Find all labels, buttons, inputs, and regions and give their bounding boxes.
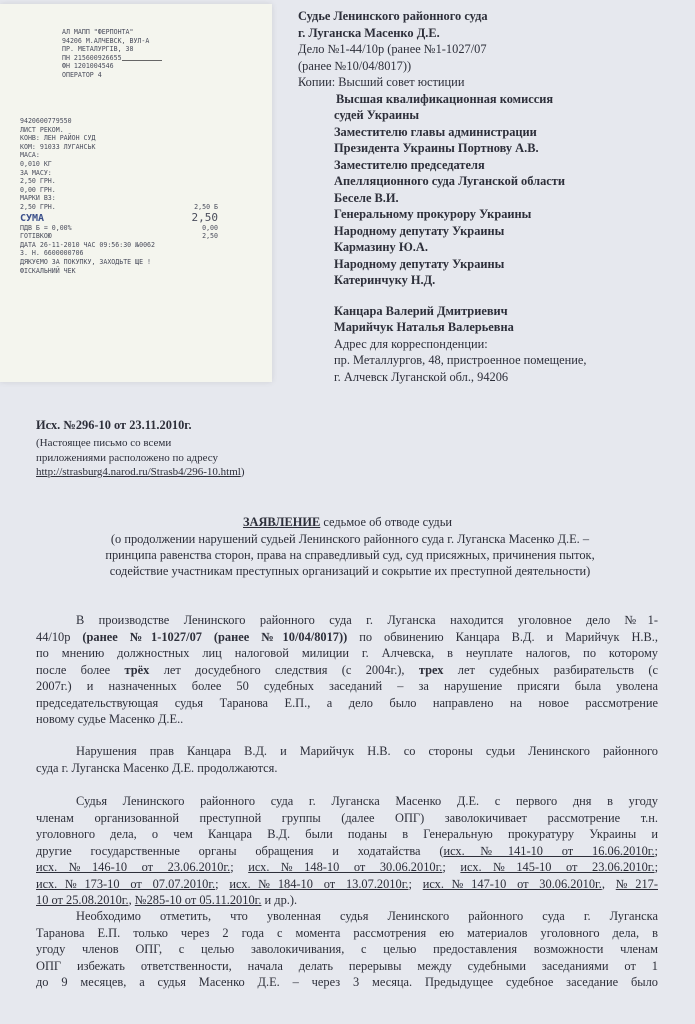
addressee-line: Заместителю председателя bbox=[334, 157, 485, 172]
receipt-header bbox=[62, 28, 232, 80]
addressee-line: Судье Ленинского районного суда bbox=[298, 9, 488, 23]
receipt-header-line: АЛ МАПП "ФЕРПОНТА" bbox=[62, 28, 134, 36]
addressee-line: Народному депутату Украины bbox=[334, 256, 505, 271]
reference-link: исх.№173-10 от 07.07.2010г. bbox=[36, 876, 216, 891]
receipt-line: ДАТА 26-11-2010 ЧАС 09:56:30 №0062 bbox=[20, 240, 155, 249]
receipt-line: ЗА МАСУ: bbox=[20, 168, 52, 177]
reference-link: 10 от 25.08.2010г. bbox=[36, 893, 129, 907]
receipt-total-value: 2,50 bbox=[191, 210, 218, 224]
addressee-block bbox=[298, 8, 688, 385]
addressee-line: Народному депутату Украины bbox=[334, 223, 505, 238]
addressee-line: Президента Украины Портнову А.В. bbox=[334, 141, 539, 155]
receipt-line: 0,010 КГ bbox=[20, 159, 52, 168]
receipt-header-line: 94206 М.АЛЧЕВСК, ВУЛ-А bbox=[62, 36, 150, 45]
reference-link: исх.№148-10 от 30.06.2010г. bbox=[248, 860, 443, 874]
addressee-line: Кармазину Ю.А. bbox=[334, 240, 428, 254]
correspondence-line: Адрес для корреспонденции: bbox=[334, 336, 488, 351]
receipt-line: З. Н. 6600000706 bbox=[20, 249, 84, 258]
document-link[interactable]: http://strasburg4.narod.ru/Strasb4/296-10.html bbox=[36, 466, 241, 479]
sender-name: Марийчук Наталья Валерьевна bbox=[334, 320, 514, 334]
reference-link: исх.№147-10 от 30.06.2010г. bbox=[422, 876, 602, 891]
receipt-header-line: ОПЕРАТОР 4 bbox=[62, 70, 102, 79]
receipt-line: ДЯКУЄМО ЗА ПОКУПКУ, ЗАХОДЬТЕ ЩЕ ! bbox=[20, 257, 152, 266]
addressee-line: Генеральному прокурору Украины bbox=[334, 207, 532, 221]
addressee-line: Высшая квалификационная комиссия bbox=[336, 91, 554, 106]
receipt-total-label: СУМА bbox=[20, 212, 45, 224]
reference-link: №217- bbox=[615, 876, 658, 891]
reference-link: исх.№145-10 от 23.06.2010г. bbox=[460, 860, 655, 874]
document-title: ЗАЯВЛЕНИЕ седьмое об отводе судьи bbox=[243, 515, 452, 529]
web-note: (Настоящее письмо со всеми приложениями расположено по адресу http://strasburg4.narod.ru/Strasb4/296-10.html) bbox=[36, 437, 245, 479]
receipt-header-line: ПН 215600926655 bbox=[62, 53, 122, 62]
addressee-line: г. Луганска Масенко Д.Е. bbox=[298, 25, 440, 40]
receipt-line: КОМ: 91033 ЛУГАНСЬК bbox=[20, 142, 96, 151]
reference-link: №285-10 от 05.11.2010г. bbox=[134, 893, 262, 907]
copies-line: Копии: Высший совет юстиции bbox=[298, 75, 465, 89]
case-number-line: (ранее №10/04/8017)) bbox=[298, 58, 412, 73]
addressee-line: Катеринчуку Н.Д. bbox=[334, 273, 436, 287]
sender-name: Канцара Валерий Дмитриевич bbox=[334, 303, 508, 318]
receipt-body bbox=[20, 117, 260, 275]
paragraph-2: Нарушения прав Канцара В.Д. и Марийчук Н.В. со стороны судьи Ленинского районного суда г. Луганска Масенко Д.Е. продолжаются. bbox=[36, 744, 658, 775]
postal-receipt bbox=[0, 4, 272, 382]
receipt-header-line: ФН 1201004546 bbox=[62, 62, 114, 71]
receipt-line: 9420600779550 bbox=[20, 117, 72, 125]
receipt-line: МАРКИ ВЗ: bbox=[20, 194, 56, 203]
document-subtitle: (о продолжении нарушений судьей Ленинского районного суда г. Луганска Масенко Д.Е. – принципа равенства сторон, права на справедливый суд, суд присяжных, причинения пыток, содействие участникам преступных организаций и сокрытие их преступной деятельности) bbox=[105, 532, 595, 578]
reference-link: исх.№141-10 от 16.06.2010г. bbox=[443, 843, 655, 858]
receipt-line: ГОТІВКОЮ 2,50 bbox=[20, 232, 218, 241]
receipt-line: 2,50 ГРН. bbox=[20, 177, 56, 186]
receipt-total-row bbox=[20, 212, 260, 224]
reference-link: исх.№184-10 от 13.07.2010г. bbox=[229, 876, 409, 891]
receipt-line: КОНВ: ЛЕН РАЙОН СУД bbox=[20, 134, 96, 143]
reference-link: исх.№146-10 от 23.06.2010г. bbox=[36, 860, 231, 874]
paragraph-3: Судья Ленинского районного суда г. Луганска Масенко Д.Е. с первого дня в угоду членам организованной преступной группы (далее ОПГ) заволокичивает рассмотрение т.н. уголовного дела, о чем Канцара В.Д. были поданы в Генеральную прокуратуру Украины и другие государственные органы обращения и ходатайства (исх.№141-10 от 16.06.2010г.; исх.№146-10 от 23.06.2010г.; исх.№148-10 от 30.06.2010г.; исх.№145-10 от 23.06.2010г.; исх.№173-10 от 07.07.2010г.; исх.№184-10 от 13.07.2010г.; исх.№147-10 от 30.06.2010г., №217- 10 от 25.08.2010г., №285-10 от 05.11.2010г. и др.). bbox=[36, 794, 659, 907]
receipt-line: ФІСКАЛЬНИЙ ЧЕК bbox=[20, 266, 76, 275]
addressee-line: судей Украины bbox=[334, 108, 420, 122]
addressee-line: Беселе В.И. bbox=[334, 190, 399, 205]
paragraph-1: В производстве Ленинского районного суда г. Луганска находится уголовное дело №1- 44/10р (ранее №1-1027/07 (ранее №10/04/8017)) по обвинению Канцара В.Д. и Марийчук Н.В., по мнению должностных лиц налоговой милиции г. Алчевска, в неуплате налогов, по которому после более трёх лет досудебного следствия (с 2004г.), трех лет судебных разбирательств (с 2007г.) и назначенных более 50 судебных заседаний – за нарушение присяги была уволена председательствующая судья Таранова Е.П., а дело было направлено на новое рассмотрение новому судье Масенко Д.Е.. bbox=[36, 613, 658, 726]
addressee-line: Апелляционного суда Луганской области bbox=[334, 174, 566, 188]
receipt-header-line: ПР. МЕТАЛУРГІВ, 38 bbox=[62, 45, 134, 54]
addressee-line: Заместителю главы администрации bbox=[334, 124, 537, 139]
receipt-line: 2,50 ГРН. 2,50 Б bbox=[20, 202, 218, 211]
paragraph-4: Необходимо отметить, что уволенная судья Ленинского районного суда г. Луганска Таранова Е.П. только через 2 года с момента рассмотрения ею материалов уголовного дела, в угоду членов ОПГ, с целью заволокичивания, с целью предоставления возможности членам ОПГ избежать ответственности, начала делать перерывы между судебными заседаниями от 1 до 9 месяцев, а судья Масенко Д.Е. – через 3 месяца. Предыдущее судебное заседание было bbox=[36, 909, 658, 989]
receipt-line: МАСА: bbox=[20, 151, 40, 160]
correspondence-line: пр. Металлургов, 48, пристроенное помещение, bbox=[334, 353, 587, 367]
receipt-line: ПДВ Б = 0,00% 0,00 bbox=[20, 223, 218, 232]
receipt-handwritten-dash bbox=[122, 60, 162, 61]
receipt-line: 0,00 ГРН. bbox=[20, 185, 56, 194]
case-number-line: Дело №1-44/10р (ранее №1-1027/07 bbox=[298, 42, 487, 56]
outgoing-reference: Исх. №296-10 от 23.11.2010г. bbox=[36, 418, 192, 432]
correspondence-line: г. Алчевск Луганской обл., 94206 bbox=[334, 369, 509, 384]
receipt-line: ЛИСТ РЕКОМ. bbox=[20, 125, 64, 134]
